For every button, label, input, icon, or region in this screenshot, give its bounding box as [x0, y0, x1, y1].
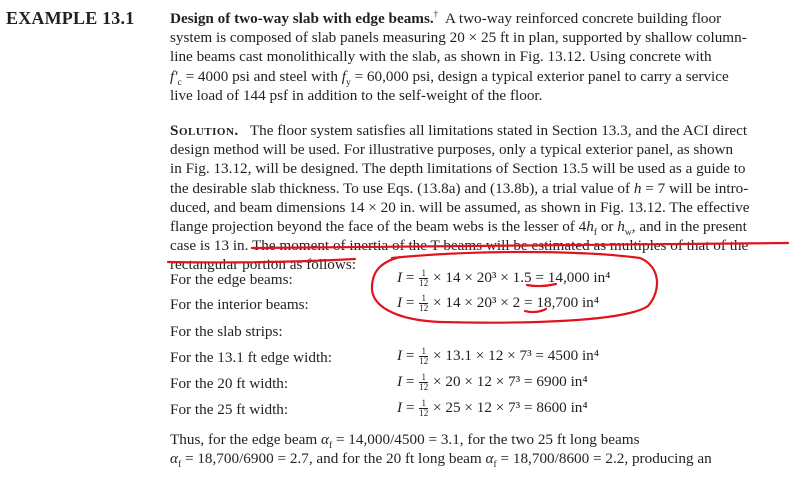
fraction-numerator: 1 [421, 372, 426, 383]
slab-20ft-expression: × 20 × 12 × 7³ = 6900 in⁴ [433, 373, 588, 390]
fraction-numerator: 1 [421, 293, 426, 304]
solution-line-7: case is 13 in. The moment of inertia of the T beams will be estimated as multiples of that of the [170, 237, 749, 255]
alpha-subscript: f [328, 441, 333, 452]
inertia-symbol: I [397, 294, 403, 311]
edge-beams-equation [397, 269, 610, 288]
slab-25ft-expression: × 25 × 12 × 7³ = 8600 in⁴ [433, 399, 588, 416]
alpha-subscript: f [177, 460, 182, 471]
intro-line-5: live load of 144 psf in addition to the self-weight of the floor. [170, 86, 543, 104]
solution-line-6b: or [600, 218, 614, 236]
solution-line-2: design method will be used. For illustrative purposes, only a typical exterior panel, as shown [170, 141, 734, 159]
fraction-one-twelfth [419, 373, 428, 392]
alpha-symbol: α [170, 450, 178, 468]
equals-sign: = [405, 269, 415, 286]
example-label: EXAMPLE 13.1 [6, 8, 135, 28]
inertia-symbol: I [397, 347, 403, 364]
alpha-symbol: α [320, 431, 329, 448]
equals-sign: = [405, 373, 415, 390]
slab-edge-width-equation [397, 347, 599, 366]
solution-line-1: The floor system satisfies all limitations stated in Section 13.3, and the ACI direct [249, 122, 748, 139]
intro-line-4b: = 60,000 psi, design a typical exterior panel to carry a service [354, 67, 729, 85]
fraction-denominator: 12 [419, 278, 429, 289]
closing-line-2b: = 18,700/8600 = 2.2, producing an [500, 450, 712, 468]
alpha-subscript: f [493, 460, 497, 471]
fraction-one-twelfth [419, 269, 428, 288]
solution-line-6c: , and in the present [631, 218, 747, 236]
equals-sign: = [405, 399, 415, 416]
slab-strips-heading: For the slab strips: [170, 323, 283, 340]
hw-symbol: h [617, 218, 625, 236]
inertia-symbol: I [397, 373, 403, 390]
interior-beams-expression: × 14 × 20³ × 2 = 18,700 in⁴ [433, 294, 600, 311]
equals-sign: = [405, 294, 415, 311]
fy-symbol: f [341, 67, 347, 85]
slab-20ft-label: For the 20 ft width: [170, 375, 289, 392]
interior-beams-equation [397, 294, 599, 313]
intro-line-4a: = 4000 psi and steel with [185, 67, 338, 85]
edge-beams-label: For the edge beams: [170, 271, 293, 288]
fc-symbol: f′ [170, 67, 178, 85]
solution-line-6a: flange projection beyond the face of the beam webs is the lesser of 4 [170, 218, 587, 236]
fraction-one-twelfth [419, 399, 428, 418]
fraction-denominator: 12 [419, 303, 429, 314]
fraction-one-twelfth [419, 294, 428, 313]
slab-25ft-label: For the 25 ft width: [170, 401, 289, 418]
example-title: Design of two-way slab with edge beams. [170, 10, 434, 27]
slab-edge-width-label: For the 13.1 ft edge width: [170, 349, 332, 366]
slab-edge-width-expression: × 13.1 × 12 × 7³ = 4500 in⁴ [433, 347, 600, 364]
fraction-numerator: 1 [421, 268, 426, 279]
solution-line-3: in Fig. 13.12, will be designed. The depth limitations of Section 13.5 will be used as a guide to [170, 160, 746, 178]
slab-20ft-equation [397, 373, 588, 392]
intro-line-1: A two-way reinforced concrete building floor [444, 10, 722, 27]
equals-sign: = [405, 347, 415, 364]
interior-beams-label: For the interior beams: [170, 296, 309, 313]
hf-subscript: f [593, 228, 598, 239]
fraction-numerator: 1 [421, 398, 426, 409]
fc-subscript: c [177, 77, 182, 88]
closing-line-1b: = 14,000/4500 = 3.1, for the two 25 ft long beams [335, 431, 640, 448]
hf-symbol: h [586, 218, 594, 236]
fraction-denominator: 12 [419, 356, 429, 367]
solution-label: Solution. [170, 122, 239, 139]
inertia-symbol: I [397, 399, 403, 416]
hw-subscript: w [624, 228, 632, 239]
alpha-symbol: α [485, 450, 494, 468]
slab-25ft-equation [397, 399, 588, 418]
fraction-denominator: 12 [419, 382, 429, 393]
closing-paragraph [170, 430, 750, 471]
solution-paragraph [170, 121, 750, 275]
intro-line-2: system is composed of slab panels measuring 20 × 25 ft in plan, supported by shallow column- [170, 29, 747, 47]
footnote-mark: † [433, 8, 439, 19]
edge-beams-expression: × 14 × 20³ × 1.5 = 14,000 in⁴ [433, 269, 611, 286]
closing-line-2a: = 18,700/6900 = 2.7, and for the 20 ft long beam [184, 450, 482, 468]
solution-line-5: duced, and beam dimensions 14 × 20 in. will be assumed, as shown in Fig. 13.12. The effective [170, 198, 750, 216]
h-symbol: h [633, 179, 642, 197]
inertia-symbol: I [397, 269, 403, 286]
solution-line-4b: = 7 will be intro- [645, 179, 749, 197]
fraction-denominator: 12 [419, 408, 429, 419]
fy-subscript: y [346, 77, 351, 88]
intro-line-3: line beams cast monolithically with the slab, as shown in Fig. 13.12. Using concrete with [170, 48, 712, 66]
fraction-one-twelfth [419, 347, 428, 366]
closing-line-1a: Thus, for the edge beam [170, 431, 318, 448]
solution-line-8: rectangular portion as follows: [170, 256, 356, 274]
example-statement [170, 9, 750, 105]
solution-line-4a: the desirable slab thickness. To use Eqs. (13.8a) and (13.8b), a trial value of [170, 179, 631, 197]
fraction-numerator: 1 [421, 346, 426, 357]
